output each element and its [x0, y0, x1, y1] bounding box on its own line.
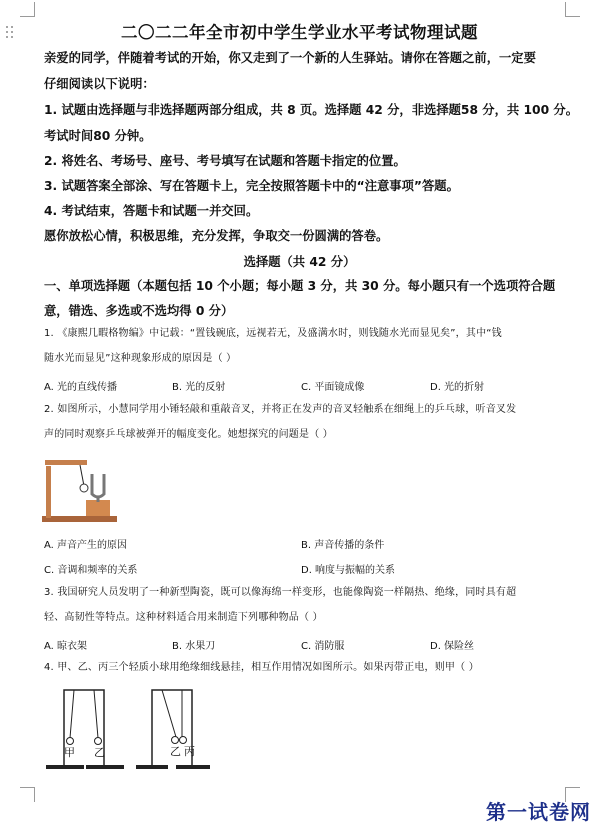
question-4-line: 4. 甲、乙、丙三个轻质小球用绝缘细线悬挂，相互作用情况如图所示。如果丙带正电，则甲（ ）: [44, 662, 479, 673]
q1-option-d[interactable]: D. 光的折射: [430, 382, 485, 393]
intro-line: 4. 考试结束，答题卡和试题一并交回。: [44, 204, 259, 218]
intro-line: 1. 试题由选择题与非选择题两部分组成，共 8 页。选择题 42 分，非选择题58 分，共 100 分。: [44, 103, 579, 117]
q3-option-b[interactable]: B. 水果刀: [172, 641, 216, 652]
question-1-line: 随水光而显见”这种现象形成的原因是（ ）: [44, 353, 237, 364]
intro-line: 愿你放松心情，积极思维，充分发挥，争取交一份圆满的答卷。: [44, 229, 389, 243]
part-heading-line: 一、单项选择题（本题包括 10 个小题；每小题 3 分，共 30 分。每小题只有一个选项符合题: [44, 279, 556, 293]
q1-option-b[interactable]: B. 光的反射: [172, 382, 226, 393]
question-1-line: 1. 《康熙几暇格物编》中记载：“置钱碗底，远视若无，及盛满水时，则钱随水光而显见矣”，其中“钱: [44, 328, 502, 339]
q2-option-b[interactable]: B. 声音传播的条件: [301, 540, 385, 551]
page-title: 二〇二二年全市初中学生学业水平考试物理试题: [121, 23, 478, 42]
intro-line: 亲爱的同学，伴随着考试的开始，你又走到了一个新的人生驿站。请你在答题之前，一定要: [44, 51, 536, 65]
crop-mark-top-right: [565, 2, 580, 17]
ball-label: 乙: [170, 745, 181, 758]
intro-line: 2. 将姓名、考场号、座号、考号填写在试题和答题卡指定的位置。: [44, 154, 406, 168]
intro-line: 考试时间80 分钟。: [44, 129, 152, 143]
q2-option-a[interactable]: A. 声音产生的原因: [44, 540, 128, 551]
crop-mark-top-left: [20, 2, 35, 17]
crop-mark-bottom-left: [20, 787, 35, 802]
intro-line: 仔细阅读以下说明：: [44, 77, 155, 91]
q1-option-c[interactable]: C. 平面镜成像: [301, 382, 365, 393]
part-heading-line: 意，错选、多选或不选均得 0 分）: [44, 304, 234, 318]
q3-option-d[interactable]: D. 保险丝: [430, 641, 475, 652]
ball-label: 丙: [184, 745, 195, 758]
ball-label: 甲: [64, 746, 75, 759]
question-2-line: 声的同时观察乒乓球被弹开的幅度变化。她想探究的问题是（ ）: [44, 429, 333, 440]
q2-option-c[interactable]: C. 音调和频率的关系: [44, 565, 138, 576]
q3-option-a[interactable]: A. 晾衣架: [44, 641, 88, 652]
question-2-line: 2. 如图所示，小慧同学用小锤轻敲和重敲音叉，并将正在发声的音叉轻触系在细绳上的乒乓球，听音叉发: [44, 404, 517, 415]
q2-option-d[interactable]: D. 响度与振幅的关系: [301, 565, 396, 576]
intro-line: 3. 试题答案全部涂、写在答题卡上，完全按照答题卡中的“注意事项”答题。: [44, 179, 459, 193]
q3-option-c[interactable]: C. 消防服: [301, 641, 345, 652]
tuning-fork-figure: [40, 450, 120, 525]
site-watermark: 第一试卷网: [486, 800, 591, 824]
question-3-line: 轻、高韧性等特点。这种材料适合用来制造下列哪种物品（ ）: [44, 612, 323, 623]
q1-option-a[interactable]: A. 光的直线传播: [44, 382, 118, 393]
ball-label: 乙: [94, 746, 105, 759]
charged-balls-figure: [44, 684, 234, 774]
question-3-line: 3. 我国研究人员发明了一种新型陶瓷，既可以像海绵一样变形，也能像陶瓷一样隔热、绝缘，同时具有超: [44, 587, 517, 598]
section-title: 选择题（共 42 分）: [243, 255, 356, 269]
